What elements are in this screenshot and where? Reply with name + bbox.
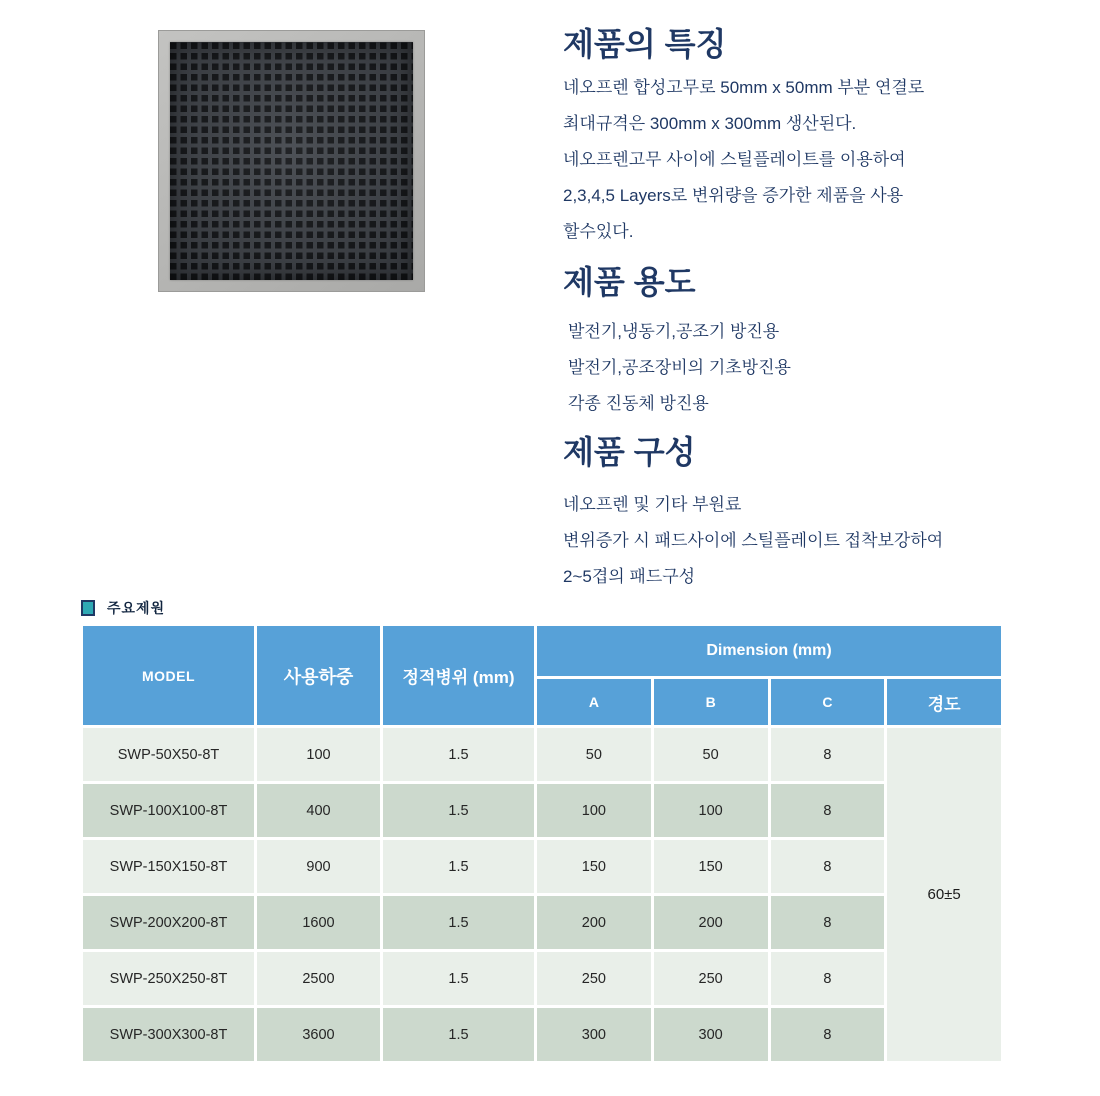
cell-b: 200 (654, 896, 768, 949)
cell-b: 100 (654, 784, 768, 837)
section-composition-title: 제품 구성 (563, 434, 696, 470)
cell-model: SWP-50X50-8T (83, 728, 254, 781)
features-line: 네오프렌고무 사이에 스틸플레이트를 이용하여 (563, 150, 906, 169)
waffle-pad-image (170, 42, 413, 280)
composition-line: 변위증가 시 패드사이에 스틸플레이트 접착보강하여 (563, 531, 944, 550)
uses-line: 발전기,공조장비의 기초방진용 (568, 358, 791, 377)
cell-a: 200 (537, 896, 651, 949)
section-uses-title: 제품 용도 (563, 264, 696, 300)
col-header-c: C (771, 679, 885, 725)
teal-square-bullet-icon (81, 600, 95, 616)
cell-b: 150 (654, 840, 768, 893)
cell-a: 100 (537, 784, 651, 837)
cell-model: SWP-250X250-8T (83, 952, 254, 1005)
cell-deflection: 1.5 (383, 840, 534, 893)
cell-load: 400 (257, 784, 380, 837)
cell-b: 50 (654, 728, 768, 781)
col-header-load: 사용하중 (257, 626, 380, 725)
cell-model: SWP-200X200-8T (83, 896, 254, 949)
spec-table (80, 623, 1004, 1064)
section-composition (563, 434, 1043, 595)
cell-load: 2500 (257, 952, 380, 1005)
table-row (83, 896, 1001, 949)
col-header-dimension: Dimension (mm) (537, 626, 1001, 676)
cell-model: SWP-150X150-8T (83, 840, 254, 893)
cell-deflection: 1.5 (383, 784, 534, 837)
cell-c: 8 (771, 896, 885, 949)
col-header-deflection: 정적병위 (mm) (383, 626, 534, 725)
cell-b: 300 (654, 1008, 768, 1061)
col-header-a: A (537, 679, 651, 725)
table-row (83, 784, 1001, 837)
cell-c: 8 (771, 784, 885, 837)
features-line: 2,3,4,5 Layers로 변위량을 증가한 제품을 사용 (563, 186, 904, 205)
cell-c: 8 (771, 840, 885, 893)
section-features (563, 26, 1043, 250)
table-row (83, 952, 1001, 1005)
cell-load: 3600 (257, 1008, 380, 1061)
cell-load: 100 (257, 728, 380, 781)
col-header-model: MODEL (83, 626, 254, 725)
spec-section-label (81, 598, 165, 618)
cell-c: 8 (771, 728, 885, 781)
cell-load: 1600 (257, 896, 380, 949)
cell-deflection: 1.5 (383, 896, 534, 949)
cell-hardness: 60±5 (887, 728, 1001, 1061)
cell-model: SWP-300X300-8T (83, 1008, 254, 1061)
cell-deflection: 1.5 (383, 1008, 534, 1061)
cell-b: 250 (654, 952, 768, 1005)
table-row (83, 728, 1001, 781)
col-header-b: B (654, 679, 768, 725)
uses-line: 각종 진동체 방진용 (568, 394, 709, 413)
cell-deflection: 1.5 (383, 728, 534, 781)
cell-a: 150 (537, 840, 651, 893)
product-photo (158, 30, 425, 292)
cell-a: 250 (537, 952, 651, 1005)
table-row (83, 840, 1001, 893)
cell-deflection: 1.5 (383, 952, 534, 1005)
features-line: 할수있다. (563, 222, 634, 241)
section-features-title: 제품의 특징 (563, 26, 727, 62)
cell-model: SWP-100X100-8T (83, 784, 254, 837)
cell-c: 8 (771, 1008, 885, 1061)
table-row (83, 1008, 1001, 1061)
section-uses (563, 264, 1043, 422)
spec-label-text: 주요제원 (107, 600, 166, 616)
features-line: 네오프렌 합성고무로 50mm x 50mm 부분 연결로 (563, 78, 925, 97)
col-header-hardness: 경도 (887, 679, 1001, 725)
cell-a: 300 (537, 1008, 651, 1061)
cell-c: 8 (771, 952, 885, 1005)
cell-load: 900 (257, 840, 380, 893)
uses-line: 발전기,냉동기,공조기 방진용 (568, 322, 780, 341)
features-line: 최대규격은 300mm x 300mm 생산된다. (563, 114, 857, 133)
cell-a: 50 (537, 728, 651, 781)
composition-line: 2~5겹의 패드구성 (563, 567, 696, 586)
composition-line: 네오프렌 및 기타 부원료 (563, 495, 742, 514)
